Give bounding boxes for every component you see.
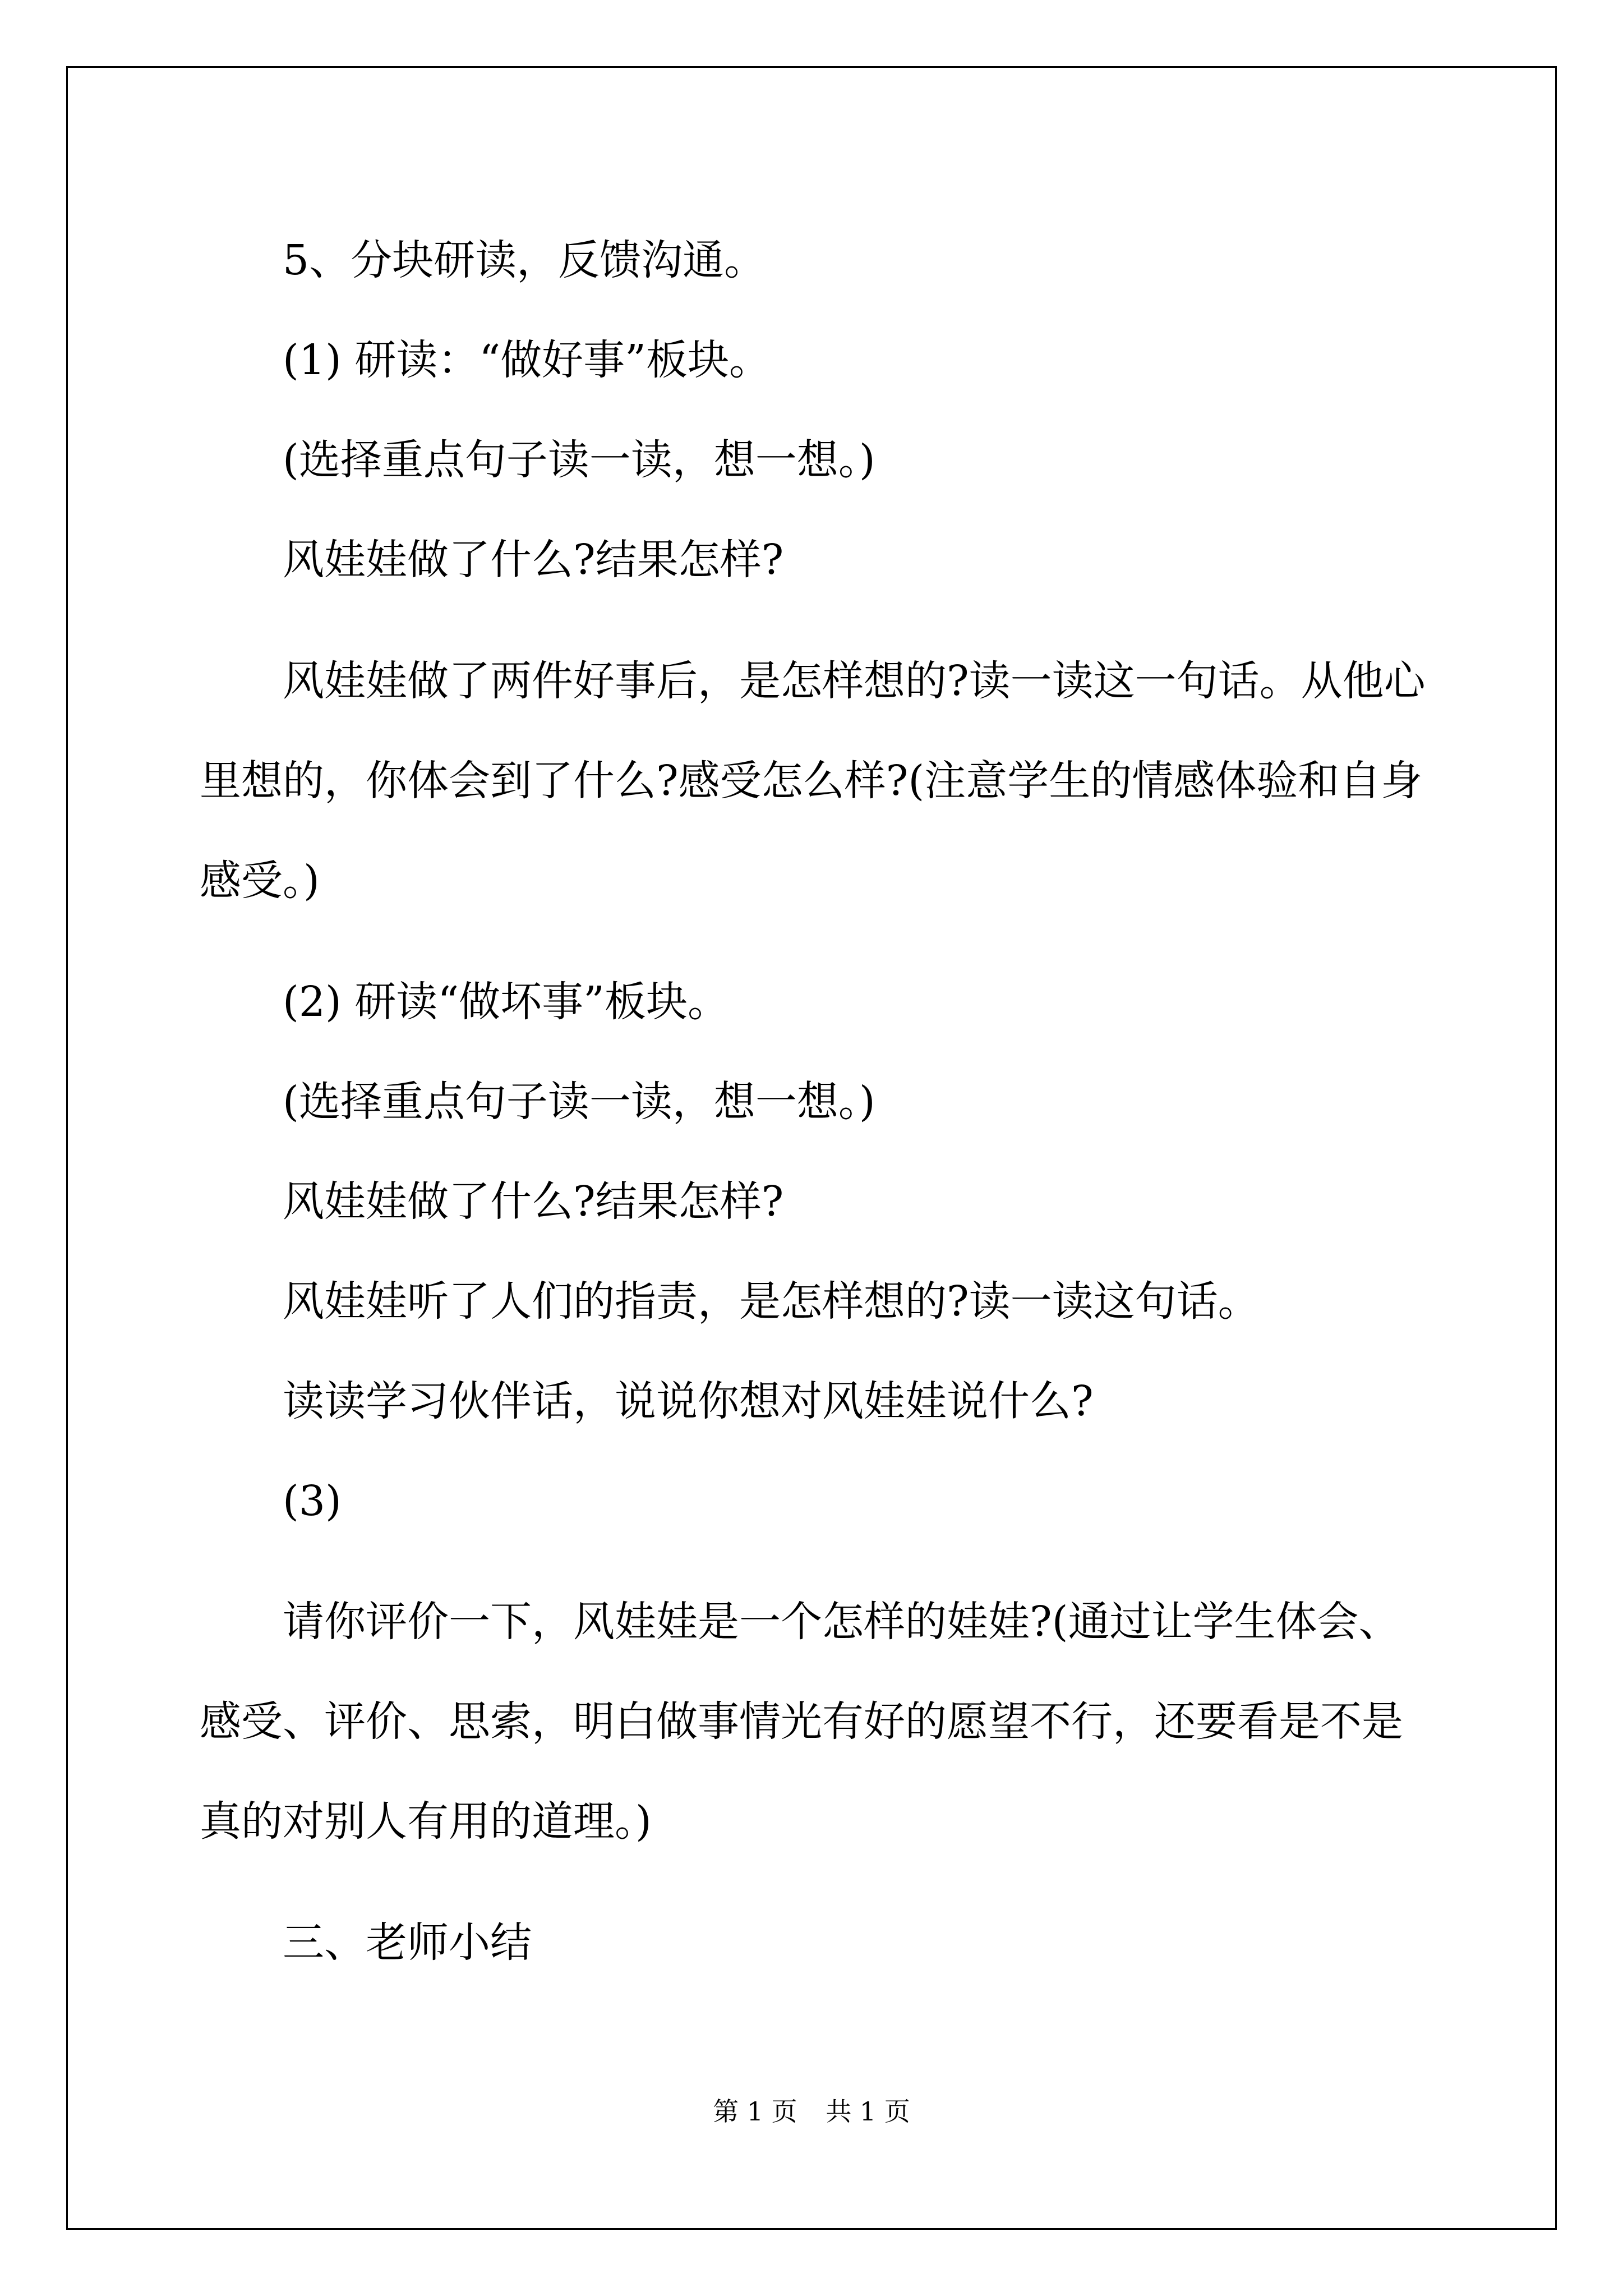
paragraph-9: 风娃娃听了人们的指责，是怎样想的?读一读这句话。 (283, 1277, 1260, 1326)
paragraph-5: 风娃娃做了两件好事后，是怎样想的?读一读这一句话。从他心里想的，你体会到了什么?感受怎么样?(注意学生的情感体验和自身感受。) (200, 657, 1426, 905)
paragraph-13: 三、老师小结 (283, 1918, 532, 1967)
paragraph-8: 风娃娃做了什么?结果怎样? (283, 1177, 784, 1226)
page-number-total: 共 1 页 (826, 2096, 910, 2127)
paragraph-12: 请你评价一下，风娃娃是一个怎样的娃娃?(通过让学生体会、感受、评价、思索，明白做事情光有好的愿望不行，还要看是不是真的对别人有用的道理。) (200, 1598, 1403, 1846)
paragraph-7: (选择重点句子读一读，想一想。) (283, 1078, 875, 1126)
paragraph-4: 风娃娃做了什么?结果怎样? (283, 536, 784, 584)
paragraph-10: 读读学习伙伴话，说说你想对风娃娃说什么? (283, 1377, 1094, 1425)
paragraph-3: (选择重点句子读一读，想一想。) (283, 436, 875, 484)
paragraph-1: 5、分块研读，反馈沟通。 (283, 236, 766, 284)
paragraph-2: (1) 研读：“做好事”板块。 (283, 336, 771, 384)
page-footer (0, 2091, 1623, 2128)
paragraph-11: (3) (283, 1477, 342, 1525)
paragraph-6: (2) 研读“做坏事”板块。 (283, 978, 730, 1026)
page-number-current: 第 1 页 (713, 2096, 797, 2127)
